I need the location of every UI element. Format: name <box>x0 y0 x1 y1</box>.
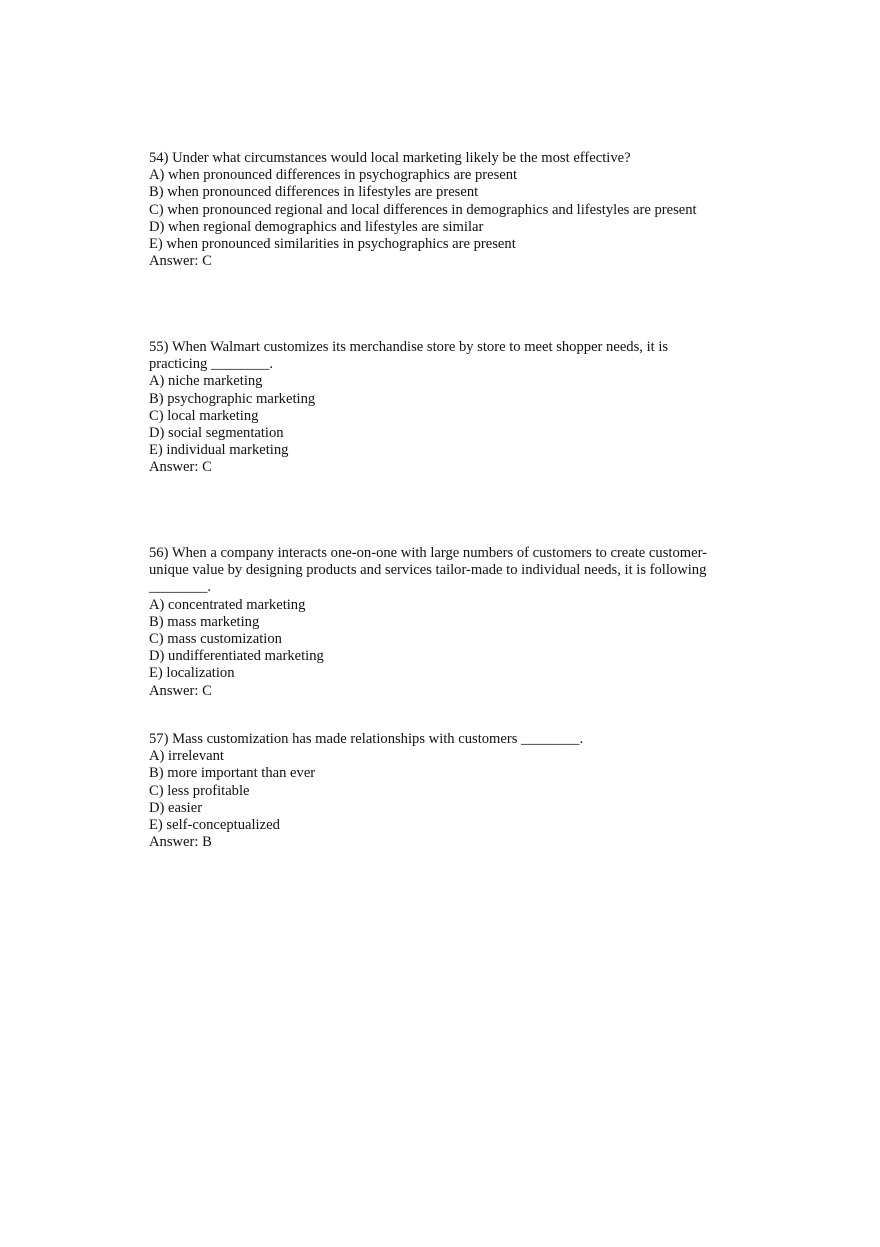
option-c: C) local marketing <box>149 407 259 424</box>
option-c: C) when pronounced regional and local differences in demographics and lifestyles are present <box>149 201 697 218</box>
option-b: B) mass marketing <box>149 613 260 630</box>
option-d: D) when regional demographics and lifestyles are similar <box>149 218 484 235</box>
option-a: A) niche marketing <box>149 373 263 390</box>
option-e: E) self-conceptualized <box>149 817 280 834</box>
option-c: C) less profitable <box>149 782 250 799</box>
question-54 <box>149 150 729 270</box>
option-d: D) social segmentation <box>149 425 284 442</box>
question-stem-line-1: 56) When a company interacts one-on-one with large numbers of customers to create customer- <box>149 545 707 561</box>
question-stem-line-3: ________. <box>149 579 212 596</box>
option-b: B) psychographic marketing <box>149 390 316 407</box>
option-b: B) when pronounced differences in lifestyles are present <box>149 184 479 201</box>
question-57 <box>149 731 729 851</box>
question-stem: 57) Mass customization has made relationships with customers ________. <box>149 731 584 747</box>
answer: Answer: C <box>149 682 212 699</box>
question-stem: 54) Under what circumstances would local marketing likely be the most effective? <box>149 150 631 166</box>
option-c: C) mass customization <box>149 631 282 648</box>
option-a: A) concentrated marketing <box>149 596 306 613</box>
option-e: E) localization <box>149 665 235 682</box>
answer: Answer: C <box>149 253 212 270</box>
option-b: B) more important than ever <box>149 765 316 782</box>
answer: Answer: C <box>149 459 212 476</box>
option-a: A) irrelevant <box>149 748 224 765</box>
answer: Answer: B <box>149 834 212 851</box>
option-d: D) undifferentiated marketing <box>149 648 324 665</box>
question-56 <box>149 545 729 700</box>
option-e: E) individual marketing <box>149 442 289 459</box>
option-e: E) when pronounced similarities in psychographics are present <box>149 236 516 253</box>
option-a: A) when pronounced differences in psychographics are present <box>149 167 518 184</box>
question-55 <box>149 339 729 477</box>
question-stem-line-2: practicing ________. <box>149 356 274 373</box>
option-d: D) easier <box>149 799 203 816</box>
question-stem-line-2: unique value by designing products and services tailor-made to individual needs, it is following <box>149 562 707 579</box>
question-stem-line-1: 55) When Walmart customizes its merchandise store by store to meet shopper needs, it is <box>149 339 669 355</box>
